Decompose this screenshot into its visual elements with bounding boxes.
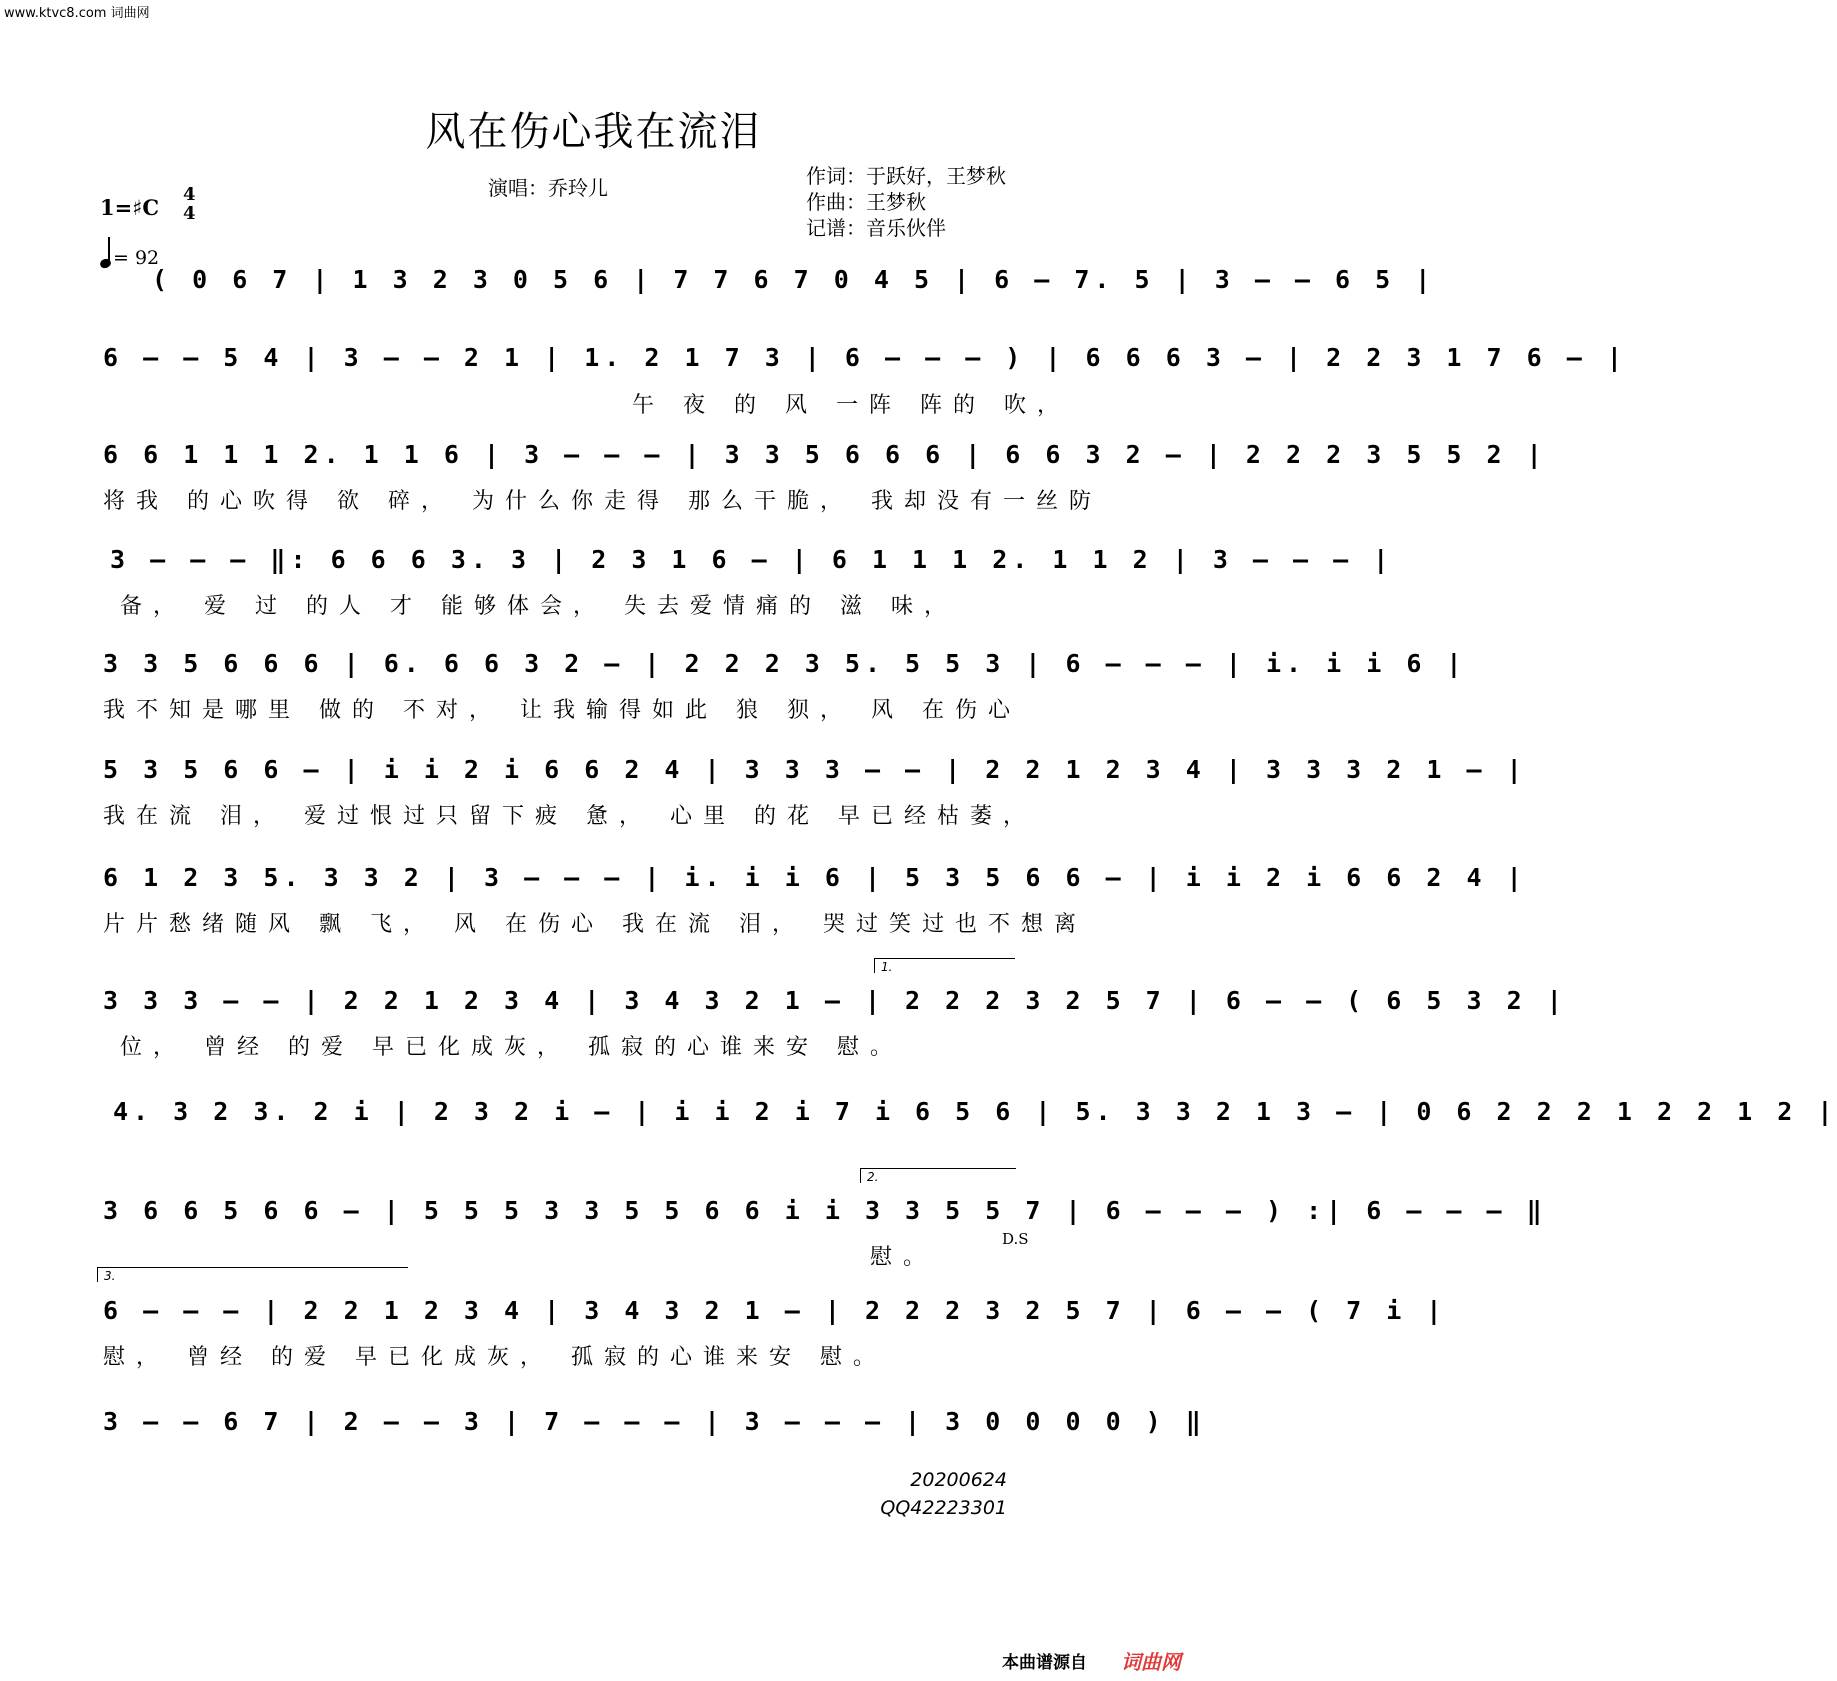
lyric-line-6: 我在流 泪， 爱过恨过只留下疲 惫， 心里 的花 早已经枯萎，	[103, 804, 1036, 829]
lyric-line-5: 我不知是哪里 做的 不对， 让我输得如此 狼 狈， 风 在伤心	[103, 698, 1021, 723]
volta-bracket-1	[874, 958, 1015, 973]
lyric-line-7: 片片愁绪随风 飘 飞， 风 在伤心 我在流 泪， 哭过笑过也不想离	[103, 912, 1087, 937]
notation-line-5: 3 3 5 6 6 6 | 6. 6 6 3 2 — | 2 2 2 3 5. 5 5 3 | 6 — — — | i. i i 6 |	[103, 649, 1467, 678]
tempo-marking	[100, 243, 159, 269]
note-stem	[108, 237, 110, 263]
lyric-line-3: 将我 的心吹得 欲 碎， 为什么你走得 那么干脆， 我却没有一丝防	[103, 489, 1102, 514]
volta-bracket-2	[860, 1168, 1016, 1183]
notation-line-9: 4. 3 2 3. 2 i | 2 3 2 i — | i i 2 i 7 i 6 5 6 | 5. 3 3 2 1 3 — | 0 6 2 2 2 1 2 2 1 2 |	[113, 1097, 1837, 1126]
singer-credit: 演唱：乔玲儿	[488, 176, 608, 200]
notation-line-11: 6 — — — | 2 2 1 2 3 4 | 3 4 3 2 1 — | 2 2 2 3 2 5 7 | 6 — — ( 7 i |	[103, 1296, 1447, 1325]
volta-label-3: 3.	[104, 1269, 116, 1283]
volta-bracket-3	[97, 1267, 408, 1282]
notation-credit: 记谱：音乐伙伴	[806, 216, 946, 240]
tempo-value: = 92	[113, 247, 160, 269]
footer-source: 本曲谱源自	[1002, 1653, 1087, 1673]
notation-line-6: 5 3 5 6 6 — | i i 2 i 6 6 2 4 | 3 3 3 — — | 2 2 1 2 3 4 | 3 3 3 2 1 — |	[103, 755, 1527, 784]
lyric-line-4: 备， 爱 过 的人 才 能够体会， 失去爱情痛的 滋 味，	[120, 594, 957, 619]
site-logo: 词曲网	[1121, 1650, 1181, 1674]
time-signature-top: 4	[183, 184, 196, 205]
time-signature-bottom: 4	[183, 203, 196, 224]
footer-date: 20200624	[910, 1469, 1007, 1491]
lyricist-credit: 作词：于跃好，王梦秋	[806, 164, 1006, 188]
lyric-line-8: 位， 曾经 的爱 早已化成灰， 孤寂的心谁来安 慰。	[120, 1035, 903, 1060]
lyric-line-2: 午 夜 的 风 一阵 阵的 吹，	[632, 393, 1070, 418]
ds-marking: D.S	[1002, 1230, 1029, 1248]
notation-line-12: 3 — — 6 7 | 2 — — 3 | 7 — — — | 3 — — — | 3 0 0 0 0 ) ‖	[103, 1407, 1206, 1436]
key-signature: 1=♯C	[100, 195, 160, 220]
quarter-note-icon	[99, 257, 112, 269]
notation-line-8: 3 3 3 — — | 2 2 1 2 3 4 | 3 4 3 2 1 — | 2 2 2 3 2 5 7 | 6 — — ( 6 5 3 2 |	[103, 986, 1567, 1015]
notation-line-4: 3 — — — ‖: 6 6 6 3. 3 | 2 3 1 6 — | 6 1 1 1 2. 1 1 2 | 3 — — — |	[110, 545, 1394, 574]
time-signature	[183, 185, 196, 223]
volta-label-1: 1.	[881, 960, 893, 974]
notation-line-10: 3 6 6 5 6 6 — | 5 5 5 3 3 5 5 6 6 i i 3 3 5 5 7 | 6 — — — ) :| 6 — — — ‖	[103, 1196, 1547, 1225]
watermark-text: www.ktvc8.com 词曲网	[4, 6, 150, 21]
notation-line-7: 6 1 2 3 5. 3 3 2 | 3 — — — | i. i i 6 | 5 3 5 6 6 — | i i 2 i 6 6 2 4 |	[103, 863, 1527, 892]
notation-line-1: ( 0 6 7 | 1 3 2 3 0 5 6 | 7 7 6 7 0 4 5 | 6 — 7. 5 | 3 — — 6 5 |	[152, 265, 1436, 294]
footer-qq: QQ42223301	[880, 1497, 1007, 1519]
notation-line-2: 6 — — 5 4 | 3 — — 2 1 | 1. 2 1 7 3 | 6 — — — ) | 6 6 6 3 — | 2 2 3 1 7 6 — |	[103, 343, 1627, 372]
song-title: 风在伤心我在流泪	[425, 109, 762, 155]
volta-label-2: 2.	[867, 1170, 879, 1184]
notation-line-3: 6 6 1 1 1 2. 1 1 6 | 3 — — — | 3 3 5 6 6 6 | 6 6 3 2 — | 2 2 2 3 5 5 2 |	[103, 440, 1547, 469]
lyric-line-10: 慰。	[870, 1245, 937, 1270]
composer-credit: 作曲：王梦秋	[806, 190, 926, 214]
lyric-line-11: 慰， 曾经 的爱 早已化成灰， 孤寂的心谁来安 慰。	[103, 1345, 886, 1370]
